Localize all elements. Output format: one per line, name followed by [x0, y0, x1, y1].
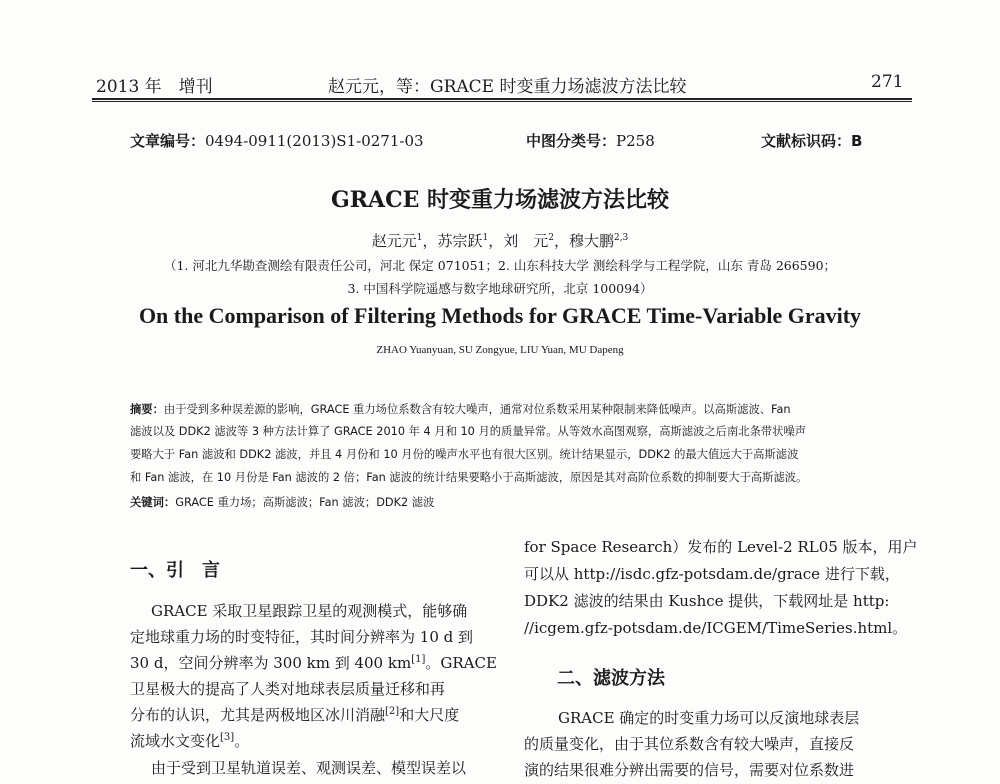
body-line: 30 d，空间分辨率为 300 km 到 400 km[1]。GRACE	[130, 654, 497, 672]
abstract-line-4: 和 Fan 滤波，在 10 月份是 Fan 滤波的 2 倍；Fan 滤波的统计结果要略小于高斯滤波，原因是其对高阶位系数的抑制要大于高斯滤波。	[130, 471, 808, 484]
citation: [2]	[385, 706, 400, 717]
running-header-journal: 2013 年 增刊	[96, 77, 213, 97]
abstract-line-2: 滤波以及 DDK2 滤波等 3 种方法计算了 GRACE 2010 年 4 月和 10 月的质量异常。从等效水高图观察，高斯滤波之后南北条带状噪声	[130, 425, 807, 438]
running-header-title: 赵元元，等：GRACE 时变重力场滤波方法比较	[328, 77, 687, 97]
header-rule-thin	[92, 101, 912, 102]
title-chinese: GRACE 时变重力场滤波方法比较	[330, 187, 670, 213]
citation: [3]	[220, 732, 235, 743]
section-heading-introduction: 一、引 言	[130, 560, 220, 581]
affiliation-line-1: （1. 河北九华勘查测绘有限责任公司，河北 保定 071051；2. 山东科技大学 测绘科学与工程学院，山东 青岛 266590；	[163, 258, 837, 273]
body-line: 演的结果很难分辨出需要的信号，需要对位系数进	[524, 761, 855, 779]
document-code: 文献标识码：B	[761, 132, 863, 150]
authors-english: ZHAO Yuanyuan, SU Zongyue, LIU Yuan, MU Dapeng	[376, 344, 624, 356]
keywords: 关键词：GRACE 重力场；高斯滤波；Fan 滤波；DDK2 滤波	[130, 496, 435, 509]
body-line: 由于受到卫星轨道误差、观测误差、模型误差以	[151, 759, 467, 777]
page-number: 271	[871, 72, 904, 92]
section-heading-filtering-methods: 二、滤波方法	[557, 668, 665, 689]
body-line: for Space Research）发布的 Level-2 RL05 版本，用户	[524, 538, 918, 556]
abstract-line-1: 摘要：由于受到多种误差源的影响，GRACE 重力场位系数含有较大噪声，通常对位系数采用某种限制来降低噪声。以高斯滤波、Fan	[130, 403, 791, 416]
body-line: 卫星极大的提高了人类对地球表层质量迁移和再	[130, 680, 446, 698]
title-english: On the Comparison of Filtering Methods for GRACE Time-Variable Gravity	[138, 303, 862, 328]
abstract-line-3: 要略大于 Fan 滤波和 DDK2 滤波，并且 4 月份和 10 月份的噪声水平也有很大区别。统计结果显示，DDK2 的最大值远大于高斯滤波	[130, 448, 799, 461]
body-line: 可以从 http://isdc.gfz-potsdam.de/grace 进行下载，	[524, 565, 900, 583]
body-line: 流域水文变化[3]。	[130, 732, 250, 750]
body-line: 定地球重力场的时变特征，其时间分辨率为 10 d 到	[130, 628, 473, 646]
body-line: 的质量变化，由于其位系数含有较大噪声，直接反	[524, 735, 855, 753]
body-line: 分布的认识，尤其是两极地区冰川消融[2]和大尺度	[130, 706, 460, 724]
body-line: //icgem.gfz-potsdam.de/ICGEM/TimeSeries.html。	[524, 619, 908, 637]
classification-number: 中图分类号：P258	[526, 132, 655, 150]
affiliation-line-2: 3. 中国科学院遥感与数字地球研究所，北京 100094）	[347, 281, 653, 296]
header-rule	[92, 98, 912, 100]
article-number: 文章编号：0494-0911(2013)S1-0271-03	[130, 132, 424, 150]
authors-chinese: 赵元元$^1$，苏宗跃$^1$，刘 元$^2$，穆大鹏$^{2,3}$	[371, 232, 629, 250]
citation: [1]	[411, 654, 426, 665]
body-line: GRACE 确定的时变重力场可以反演地球表层	[558, 709, 860, 727]
body-line: GRACE 采取卫星跟踪卫星的观测模式，能够确	[151, 602, 468, 620]
body-line: DDK2 滤波的结果由 Kushce 提供，下载网址是 http:	[524, 592, 890, 610]
